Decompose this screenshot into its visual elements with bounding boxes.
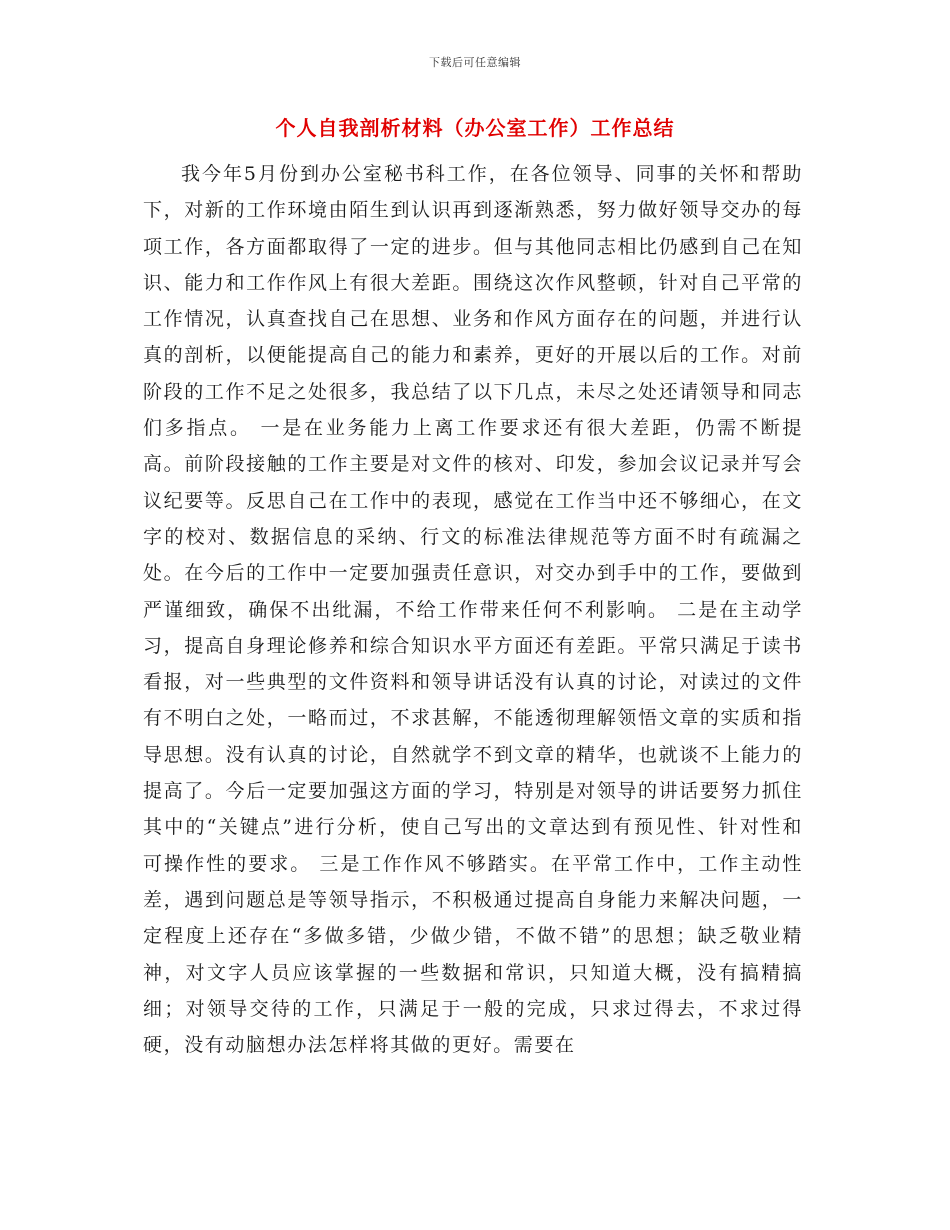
document-title: 个人自我剖析材料（办公室工作）工作总结 (275, 116, 675, 140)
document-body-paragraph: 我今年5月份到办公室秘书科工作，在各位领导、同事的关怀和帮助下，对新的工作环境由陌生到认识再到逐渐熟悉，努力做好领导交办的每项工作，各方面都取得了一定的进步。但与其他同志相比仍感到自己在知识、能力和工作作风上有很大差距。围绕这次作风整顿，针对自己平常的工作情况，认真查找自己在思想、业务和作风方面存在的问题，并进行认真的剖析，以便能提高自己的能力和素养，更好的开展以后的工作。对前阶段的工作不足之处很多，我总结了以下几点，未尽之处还请领导和同志们多指点。 一是在业务能力上离工作要求还有很大差距，仍需不断提高。前阶段接触的工作主要是对文件的核对、印发，参加会议记录并写会议纪要等。反思自己在工作中的表现，感觉在工作当中还不够细心，在文字的校对、数据信息的采纳、行文的标准法律规范等方面不时有疏漏之处。在今后的工作中一定要加强责任意识，对交办到手中的工作，要做到严谨细致，确保不出纰漏，不给工作带来任何不利影响。 二是在主动学习，提高自身理论修养和综合知识水平方面还有差距。平常只满足于读书看报，对一些典型的文件资料和领导讲话没有认真的讨论，对读过的文件有不明白之处，一略而过，不求甚解，不能透彻理解领悟文章的实质和指导思想。没有认真的讨论，自然就学不到文章的精华，也就谈不上能力的提高了。今后一定要加强这方面的学习，特别是对领导的讲话要努力抓住其中的“关键点”进行分析，使自己写出的文章达到有预见性、针对性和可操作性的要求。 三是工作作风不够踏实。在平常工作中，工作主动性差，遇到问题总是等领导指示，不积极通过提高自身能力来解决问题，一定程度上还存在“多做多错，少做少错，不做不错”的思想；缺乏敬业精神，对文字人员应该掌握的一些数据和常识，只知道大概，没有搞精搞细；对领导交待的工作，只满足于一般的完成，只求过得去，不求过得硬，没有动脑想办法怎样将其做的更好。需要在 (143, 163, 803, 1057)
page-header-note: 下载后可任意编辑 (429, 56, 521, 69)
